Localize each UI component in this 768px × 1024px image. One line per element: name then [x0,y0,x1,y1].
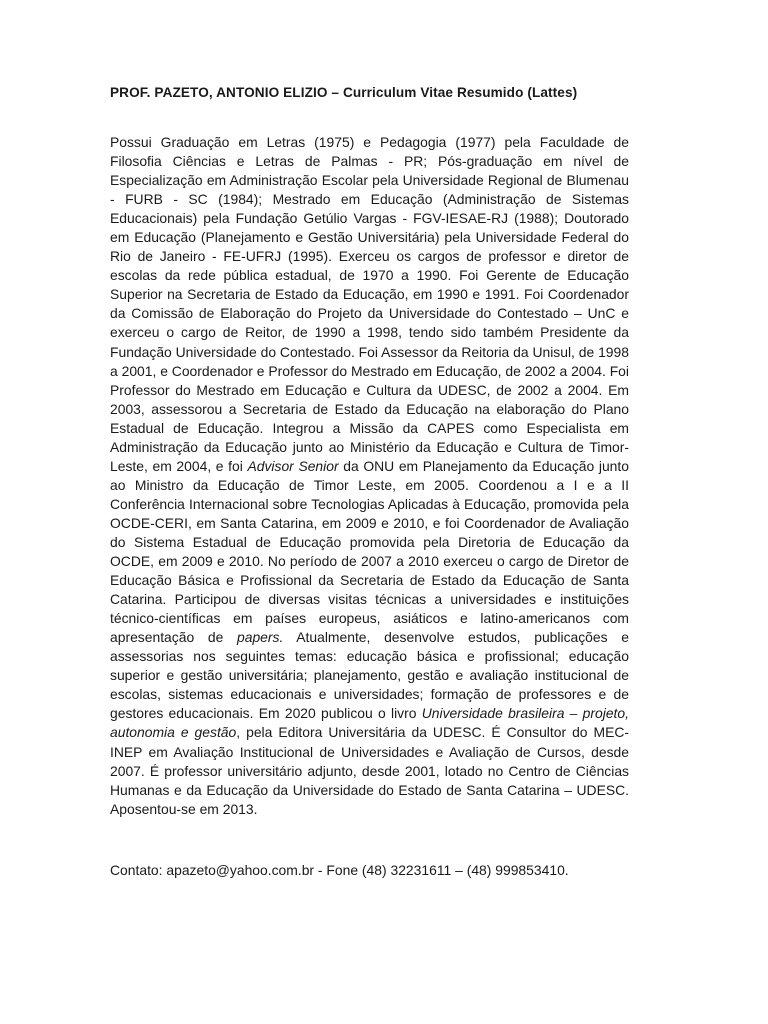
cv-italic-papers: papers. [237,629,284,646]
cv-italic-advisor-senior: Advisor Senior [247,457,339,474]
cv-text-segment-1: Possui Graduação em Letras (1975) e Pedagogia (1977) pela Faculdade de Filosofia Ciências e Letras de Palmas - PR; Pós-graduação em nível de Especialização em Administração Escolar pela Universidade Regional de Blumenau - FURB - SC (1984); Mestrado em Educação (Administração de Sistemas Educacionais) pela Fundação Getúlio Vargas - FGV-IESAE-RJ (1988); Doutorado em Educação (Planejamento e Gestão Universitária) pela Universidade Federal do Rio de Janeiro - FE-UFRJ (1995). Exerceu os cargos de professor e diretor de escolas da rede pública estadual, de 1970 a 1990. Foi Gerente de Educação Superior na Secretaria de Estado da Educação, em 1990 e 1991. Foi Coordenador da Comissão de Elaboração do Projeto da Universidade do Contestado – UnC e exerceu o cargo de Reitor, de 1990 a 1998, tendo sido também Presidente da Fundação Universidade do Contestado. Foi Assessor da Reitoria da Unisul, de 1998 a 2001, e Coordenador e Professor do Mestrado em Educação, de 2002 a 2004. Foi Professor do Mestrado em Educação e Cultura da UDESC, de 2002 a 2004. Em 2003, assessorou a Secretaria de Estado da Educação na elaboração do Plano Estadual de Educação. Integrou a Missão da CAPES como Especialista em Administração da Educação junto ao Ministério da Educação e Cultura de Timor-Leste, em 2004, e foi [110,134,629,474]
cv-text-segment-3: Atualmente, desenvolve estudos, publicações e assessorias nos seguintes temas: educação básica e profissional; educação superior e gestão universitária; planejamento, gestão e avaliação institucional de escolas, sistemas educacionais e universidades; formação de professores e de gestores educacionais. Em 2020 publicou o livro [110,629,629,722]
contact-line: Contato: apazeto@yahoo.com.br - Fone (48) 32231611 – (48) 999853410. [110,862,569,878]
cv-text-segment-4: , pela Editora Universitária da UDESC. É Consultor do MEC-INEP em Avaliação Institucional de Universidades e Avaliação de Cursos, desde 2007. É professor universitário adjunto, desde 2001, lotado no Centro de Ciências Humanas e da Educação da Universidade do Estado de Santa Catarina – UDESC. Aposentou-se em 2013. [110,724,629,817]
cv-italic-book-title: Universidade brasileira – projeto, autonomia e gestão [110,705,630,741]
cv-summary-paragraph [110,133,629,819]
document-title: PROF. PAZETO, ANTONIO ELIZIO – Curriculum Vitae Resumido (Lattes) [110,85,578,100]
cv-text-segment-2: da ONU em Planejamento da Educação junto ao Ministro da Educação de Timor Leste, em 2005. Coordenou a I e a II Conferência Internacional sobre Tecnologias Aplicadas à Educação, promovida pela OCDE-CERI, em Santa Catarina, em 2009 e 2010, e foi Coordenador de Avaliação do Sistema Estadual de Educação promovida pela Diretoria de Educação da OCDE, em 2009 e 2010. No período de 2007 a 2010 exerceu o cargo de Diretor de Educação Básica e Profissional da Secretaria de Estado da Educação de Santa Catarina. Participou de diversas visitas técnicas a universidades e instituições técnico-científicas em países europeus, asiáticos e latino-americanos com apresentação de [110,457,629,646]
